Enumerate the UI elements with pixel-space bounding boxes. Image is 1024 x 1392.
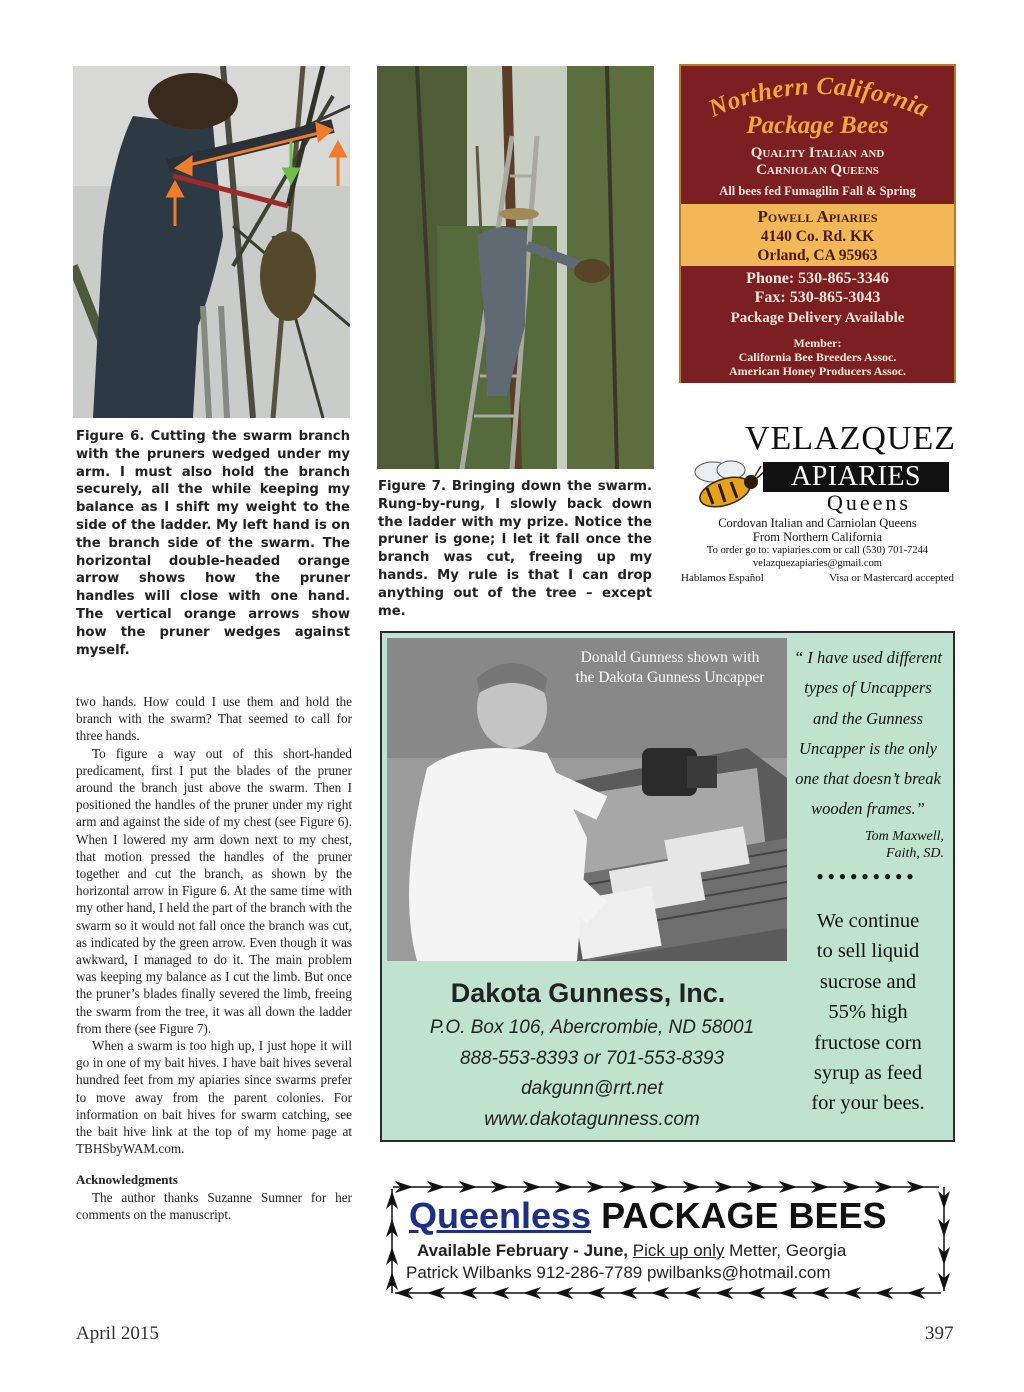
ad-northern-california-package-bees[interactable] <box>679 64 956 383</box>
footer-date: April 2015 <box>76 1323 159 1344</box>
ncpb-fed: All bees fed Fumagilin Fall & Spring <box>719 184 916 198</box>
quote-author-place: Faith, SD. <box>886 846 944 861</box>
ncpb-sub1: Quality Italian and <box>750 145 885 161</box>
quote-line: Uncapper is the only <box>799 738 937 758</box>
ncpb-delivery: Package Delivery Available <box>730 310 905 326</box>
ncpb-fax: Fax: 530-865-3043 <box>754 289 881 306</box>
article-paragraph: two hands. How could I use them and hold the branch with the swarm? That seemed to call for three hands. <box>76 694 352 744</box>
quote-line: “ I have used different <box>794 648 942 667</box>
company-phones[interactable]: 888-553-8393 or 701-553-8393 <box>459 1047 725 1069</box>
ad-velazquez-apiaries[interactable] <box>679 420 956 595</box>
ncpb-member: Member: <box>793 336 842 350</box>
queenless-pickup: Pick up only <box>632 1241 725 1260</box>
ncpb-title-line2: Package Bees <box>746 112 889 139</box>
acknowledgments-heading: Acknowledgments <box>76 1172 178 1188</box>
figure7-caption: Figure 7. Bringing down the swarm. Rung-by-rung, I slowly back down the ladder with my prize. Notice the pruner is gone; I let it fall once the branch was cut, freeing up my hands. My rule is that I can drop anything out of the tree – except me. <box>378 479 652 619</box>
ncpb-addr1: 4140 Co. Rd. KK <box>760 228 875 245</box>
velazquez-order: To order go to: vapiaries.com or call (530) 701-7244 <box>706 545 929 556</box>
figure6-photo <box>73 66 350 418</box>
feed-line: for your bees. <box>811 1092 925 1115</box>
bee-icon <box>685 458 765 516</box>
quote-author-name: Tom Maxwell, <box>865 829 944 844</box>
feed-line: syrup as feed <box>813 1062 923 1085</box>
velazquez-spanish: Hablamos Español <box>681 572 764 584</box>
feed-notice <box>788 906 948 1119</box>
feed-line: We continue <box>816 910 920 932</box>
page-number: 397 <box>925 1323 954 1344</box>
article-paragraph: When a swarm is too high up, I just hope it will go in one of my bait hives. I have bait hives several hundred feet from my apiaries since swarms prefer to move away from the parent colonies. For information on bait hives for swarm catching, see the bait hive link at the top of my home page at TBHSbyWAM.com. <box>76 1038 352 1157</box>
ad-dakota-gunness[interactable] <box>380 631 955 1142</box>
quote-line: and the Gunness <box>813 708 923 728</box>
feed-line: sucrose and <box>819 970 917 993</box>
velazquez-queens: Queens <box>827 490 911 515</box>
velazquez-line1: Cordovan Italian and Carniolan Queens <box>718 516 917 530</box>
photo-caption-line2: the Dakota Gunness Uncapper <box>575 669 765 686</box>
ncpb-company: Powell Apiaries <box>757 207 878 226</box>
article-paragraph: To figure a way out of this short-handed predicament, first I put the blades of the pruner around the branch just above the swarm. Then I positioned the handles of the pruner under my right arm and against the side of my chest (see Figure 6). When I lowered my arm down next to my chest, that motion pressed the handles of the pruner together and cut the branch, as shown by the horizontal arrow in Figure 6. At the same time with my other hand, I held the part of the branch with the swarm so it would not fall once the branch was cut, as indicated by the green arrow. Even though it was awkward, I managed to do it. The main problem was keeping my balance as I cut the limb. But once the pruner’s blades finally severed the limb, freeing the swarm from the tree, it was all down the ladder from there (see Figure 7). <box>76 745 352 1036</box>
velazquez-cards: Visa or Mastercard accepted <box>829 572 954 584</box>
velazquez-apiaries-label: APIARIES <box>763 462 949 492</box>
queenless-contact[interactable]: Patrick Wilbanks 912-286-7789 pwilbanks@hotmail.com <box>406 1263 831 1282</box>
velazquez-name: VELAZQUEZ <box>744 420 956 457</box>
svg-text:Northern California: Northern California <box>704 72 933 123</box>
ncpb-addr2: Orland, CA 95963 <box>757 247 878 264</box>
ncpb-sub2: Carniolan Queens <box>756 162 879 178</box>
orange-arrows-icon <box>73 66 350 418</box>
queenless-title-a: Queenless <box>409 1195 592 1236</box>
feed-line: to sell liquid <box>816 940 920 963</box>
quote-line: wooden frames.” <box>811 799 925 819</box>
quote-line: types of Uncappers <box>804 678 932 698</box>
ncpb-assoc2: American Honey Producers Assoc. <box>728 364 907 378</box>
ncpb-assoc1: California Bee Breeders Assoc. <box>738 350 897 364</box>
photo-caption-line1: Donald Gunness shown with <box>580 649 760 666</box>
divider-dots: ●●●●●●●●● <box>816 869 918 883</box>
company-address: P.O. Box 106, Abercrombie, ND 58001 <box>429 1017 755 1038</box>
queenless-location: Metter, Georgia <box>729 1241 847 1260</box>
company-name: Dakota Gunness, Inc. <box>450 978 726 1008</box>
feed-line: 55% high <box>828 1001 908 1024</box>
ncpb-phone: Phone: 530-865-3346 <box>746 270 889 287</box>
queenless-availability: Available February - June, <box>417 1241 628 1260</box>
company-website[interactable]: www.dakotagunness.com <box>484 1108 700 1130</box>
testimonial-quote <box>788 643 948 825</box>
company-email[interactable]: dakgunn@rrt.net <box>521 1078 663 1099</box>
velazquez-email: velazquezapiaries@gmail.com <box>753 558 882 569</box>
quote-line: one that doesn’t break <box>795 769 941 789</box>
velazquez-line2: From Northern California <box>752 530 883 544</box>
queenless-title-b: PACKAGE BEES <box>601 1195 887 1236</box>
acknowledgments-text: The author thanks Suzanne Sumner for her comments on the manuscript. <box>76 1189 352 1222</box>
ad-queenless-package-bees[interactable] <box>383 1175 953 1305</box>
article-body <box>76 693 352 1223</box>
figure7-photo <box>377 66 654 469</box>
feed-line: fructose corn <box>814 1031 922 1054</box>
figure6-caption: Figure 6. Cutting the swarm branch with the pruners wedged under my arm. I must also hold the branch securely, all the while keeping my balance as I shift my weight to the side of the ladder. My left hand is on the branch side of the swarm. The horizontal double-headed orange arrow shows how the pruner handles will close with one hand. The vertical orange arrows show how the pruner wedges against myself. <box>76 429 350 658</box>
